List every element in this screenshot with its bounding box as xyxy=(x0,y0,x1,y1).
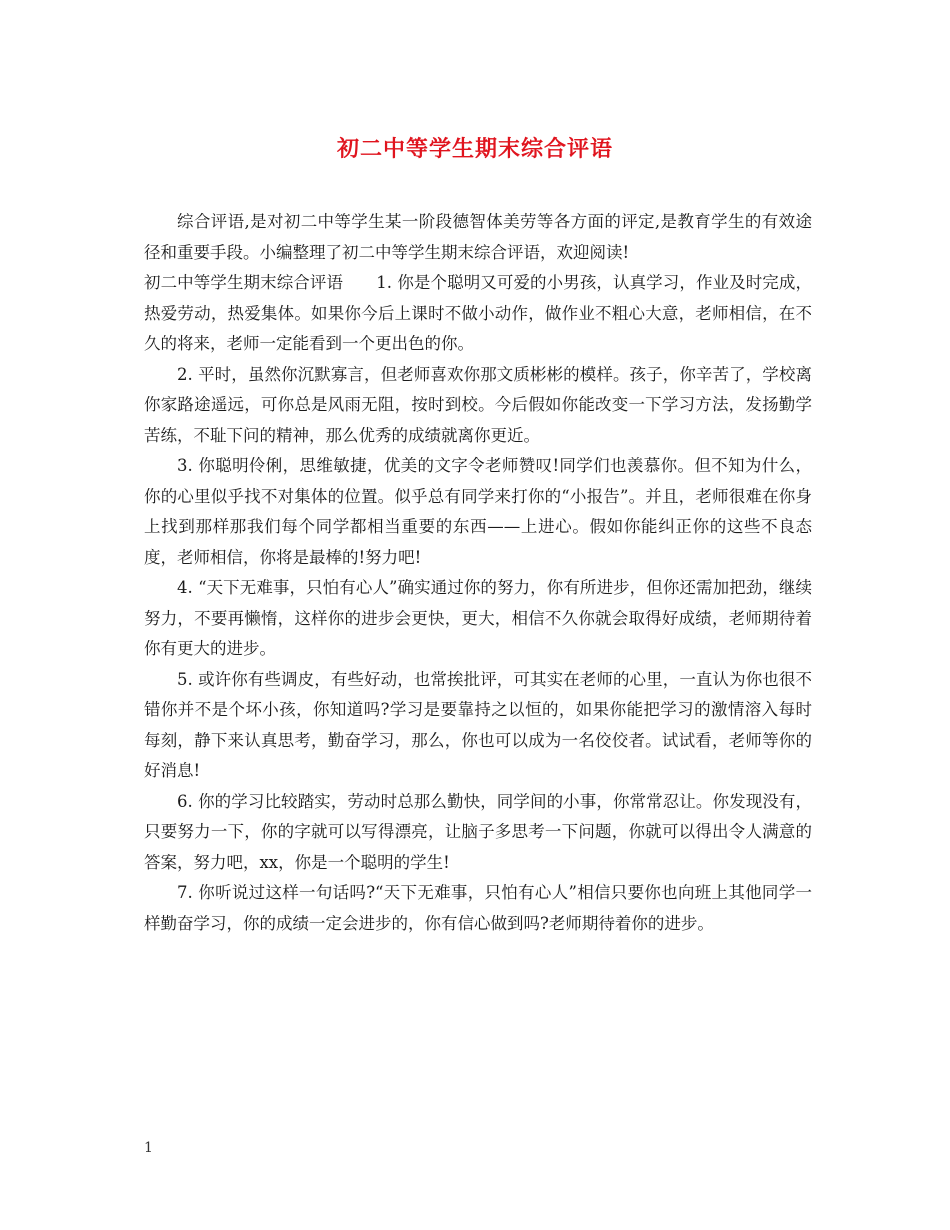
comment-paragraph-4: 4. “天下无难事，只怕有心人”确实通过你的努力，你有所进步，但你还需加把劲，继续努力，不要再懒惰，这样你的进步会更快，更大，相信不久你就会取得好成绩，老师期待着你有更大的进步。 xyxy=(144,578,812,658)
document-body xyxy=(144,207,812,939)
comment-paragraph-5: 5. 或许你有些调皮，有些好动，也常挨批评，可其实在老师的心里，一直认为你也很不错你并不是个坏小孩，你知道吗?学习是要靠持之以恒的，如果你能把学习的激情溶入每时每刻，静下来认真思考，勤奋学习，那么，你也可以成为一名佼佼者。试试看，老师等你的好消息! xyxy=(144,669,812,780)
comment-paragraph-3: 3. 你聪明伶俐，思维敏捷，优美的文字令老师赞叹!同学们也羡慕你。但不知为什么，你的心里似乎找不对集体的位置。似乎总有同学来打你的“小报告”。并且，老师很难在你身上找到那样那我们每个同学都相当重要的东西——上进心。假如你能纠正你的这些不良态度，老师相信，你将是最棒的!努力吧! xyxy=(144,456,812,567)
comment-paragraph-7: 7. 你听说过这样一句话吗?“天下无难事，只怕有心人”相信只要你也向班上其他同学一样勤奋学习，你的成绩一定会进步的，你有信心做到吗?老师期待着你的进步。 xyxy=(144,883,812,933)
document-title: 初二中等学生期末综合评语 xyxy=(336,136,613,162)
comment-paragraph-6: 6. 你的学习比较踏实，劳动时总那么勤快，同学间的小事，你常常忍让。你发现没有，只要努力一下，你的字就可以写得漂亮，让脑子多思考一下问题，你就可以得出令人满意的答案，努力吧，xx，你是一个聪明的学生! xyxy=(144,791,812,872)
lead-paragraph: 初二中等学生期末综合评语 1. 你是个聪明又可爱的小男孩，认真学习，作业及时完成，热爱劳动，热爱集体。如果你今后上课时不做小动作，做作业不粗心大意，老师相信，在不久的将来，老师一定能看到一个更出色的你。 xyxy=(144,273,812,353)
page-number: 1 xyxy=(144,1140,153,1156)
intro-paragraph: 综合评语,是对初二中等学生某一阶段德智体美劳等各方面的评定,是教育学生的有效途径和重要手段。小编整理了初二中等学生期末综合评语，欢迎阅读! xyxy=(144,212,812,262)
comment-paragraph-2: 2. 平时，虽然你沉默寡言，但老师喜欢你那文质彬彬的模样。孩子，你辛苦了，学校离你家路途遥远，可你总是风雨无阻，按时到校。今后假如你能改变一下学习方法，发扬勤学苦练，不耻下问的精神，那么优秀的成绩就离你更近。 xyxy=(144,364,812,445)
